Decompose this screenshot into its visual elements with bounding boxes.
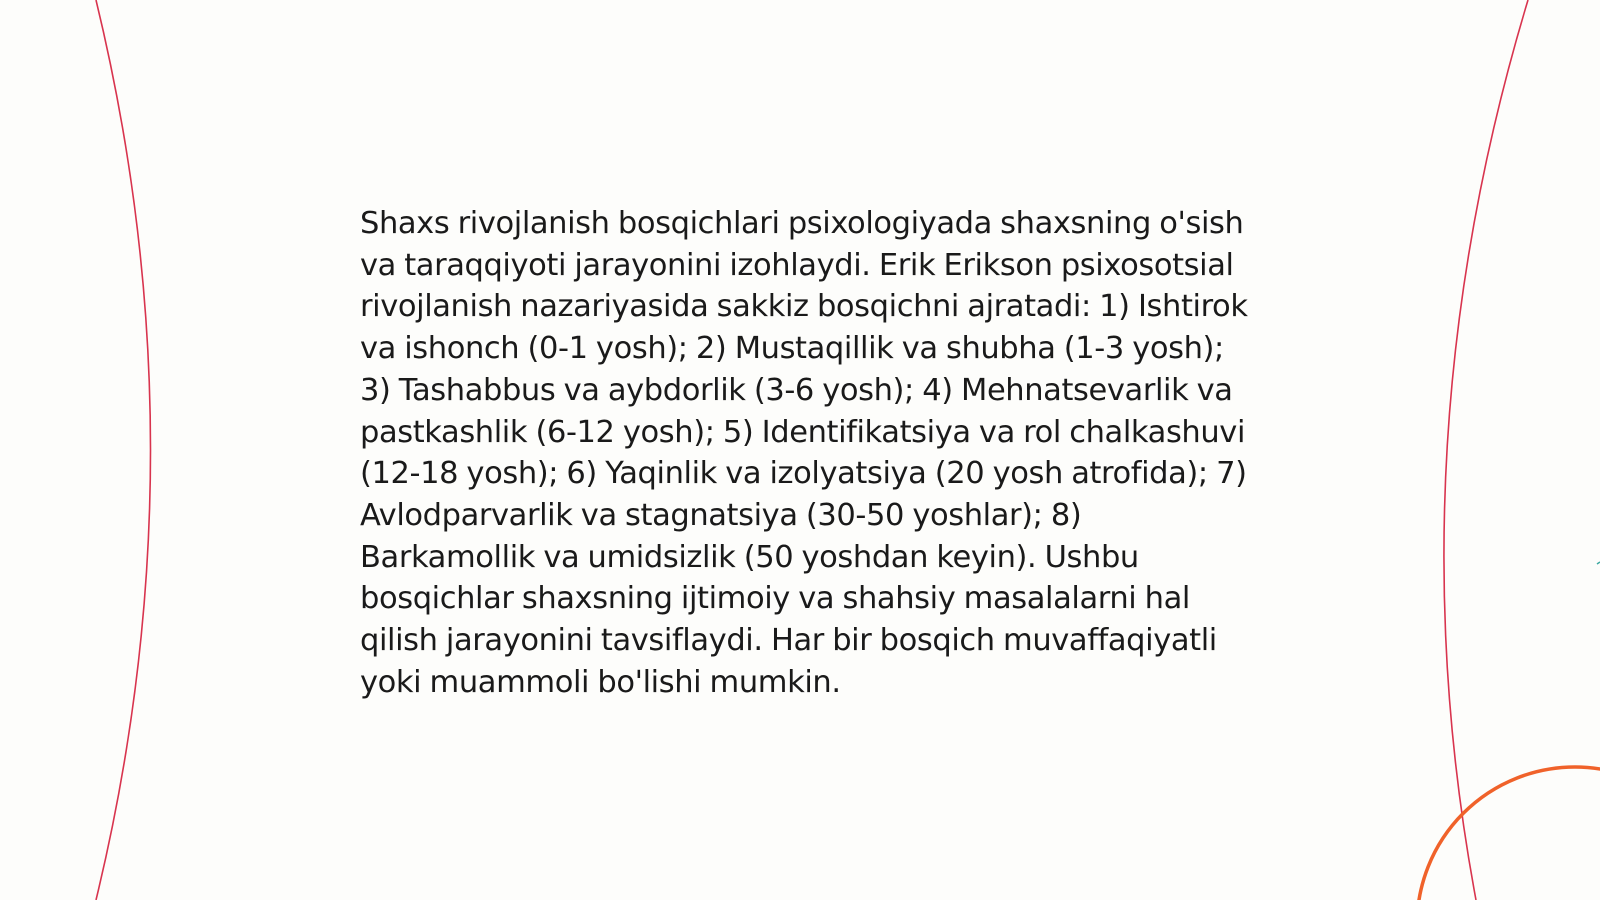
body-paragraph: Shaxs rivojlanish bosqichlari psixologiyada shaxsning o'sish va taraqqiyoti jarayonini izohlaydi. Erik Erikson psixosotsial rivojlanish nazariyasida sakkiz bosqichni ajratadi: 1) Ishtirok va ishonch (0-1 yosh); 2) Mustaqillik va shubha (1-3 yosh); 3) Tashabbus va aybdorlik (3-6 yosh); 4) Mehnatsevarlik va pastkashlik (6-12 yosh); 5) Identifikatsiya va rol chalkashuvi (12-18 yosh); 6) Yaqinlik va izolyatsiya (20 yosh atrofida); 7) Avlodparvarlik va stagnatsiya (30-50 yoshlar); 8) Barkamollik va umidsizlik (50 yoshdan keyin). Ushbu bosqichlar shaxsning ijtimoiy va shahsiy masalalarni hal qilish jarayonini tavsiflaydi. Har bir bosqich muvaffaqiyatli yoki muammoli bo'lishi mumkin. bbox=[360, 206, 1248, 700]
orange-circle-outline bbox=[1417, 767, 1600, 900]
left-arc-line bbox=[96, 0, 151, 900]
right-arc-line bbox=[1444, 0, 1528, 900]
